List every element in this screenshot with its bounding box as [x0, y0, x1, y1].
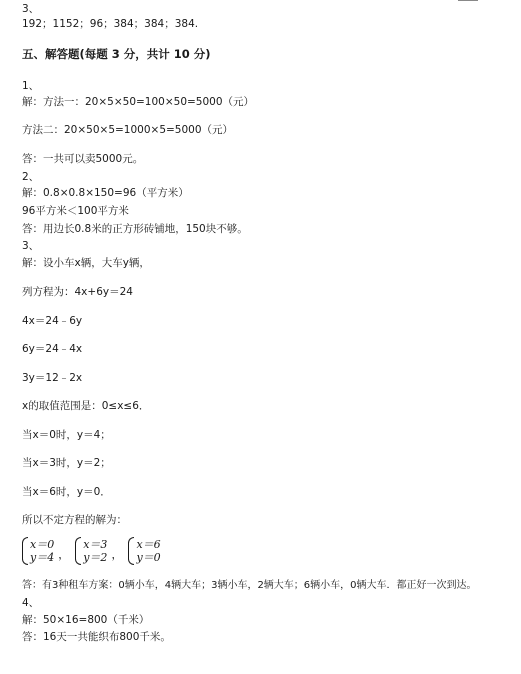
equation: x＝0 [30, 538, 55, 551]
solution-line: 3y＝12﹣2x [22, 372, 83, 384]
solution-line: 解：0.8×0.8×150=96（平方米） [22, 187, 189, 199]
solution-line: 当x＝6时，y＝0． [22, 486, 111, 498]
brace [75, 537, 81, 565]
answer-line: 答：用边长0.8米的正方形砖铺地，150块不够。 [22, 223, 248, 235]
brace [22, 537, 28, 565]
answer-line: 答：16天一共能织布800千米。 [22, 631, 171, 643]
answer-line: 答：一共可以卖5000元。 [22, 153, 144, 165]
separator: ， [111, 548, 123, 561]
solution-line: 4x＝24﹣6y [22, 315, 83, 327]
equation: x＝3 [83, 538, 108, 551]
equation: y＝0 [136, 551, 161, 564]
section-heading: 五、解答题(每题 3 分，共计 10 分) [22, 47, 211, 61]
solution-line: 列方程为：4x+6y＝24 [22, 286, 133, 298]
question-number: 2、 [22, 171, 40, 183]
equation: y＝4 [30, 551, 55, 564]
solution-line: 解：方法一：20×5×50=100×50=5000（元） [22, 96, 255, 108]
solution-line: 解：50×16=800（千米） [22, 614, 150, 626]
equation: y＝2 [83, 551, 108, 564]
solution-line: 6y＝24﹣4x [22, 343, 83, 355]
equation-system [136, 538, 160, 564]
solution-line: 解：设小车x辆，大车y辆， [22, 257, 150, 269]
answer-text: 192；1152；96；384；384；384. [22, 18, 199, 30]
separator: ， [58, 548, 70, 561]
solution-line: x的取值范围是：0≤x≤6． [22, 400, 150, 412]
solution-line: 所以不定方程的解为： [22, 514, 127, 526]
solution-line: 当x＝3时，y＝2； [22, 457, 111, 469]
question-number: 3、 [22, 240, 40, 252]
question-number: 1、 [22, 80, 40, 92]
solution-line: 当x＝0时，y＝4； [22, 429, 111, 441]
equation-systems [22, 537, 161, 565]
top-edge-mark [458, 0, 478, 1]
solution-line: 方法二：20×50×5=1000×5=5000（元） [22, 124, 234, 136]
brace [128, 537, 134, 565]
question-number: 4、 [22, 597, 40, 609]
solution-line: 96平方米＜100平方米 [22, 205, 129, 217]
equation-system [30, 538, 54, 564]
answer-line: 答：有3种租车方案：0辆小车，4辆大车；3辆小车，2辆大车；6辆小车，0辆大车．都正好一次到达。 [22, 580, 477, 591]
equation: x＝6 [136, 538, 161, 551]
equation-system [83, 538, 107, 564]
question-number: 3、 [22, 3, 40, 15]
